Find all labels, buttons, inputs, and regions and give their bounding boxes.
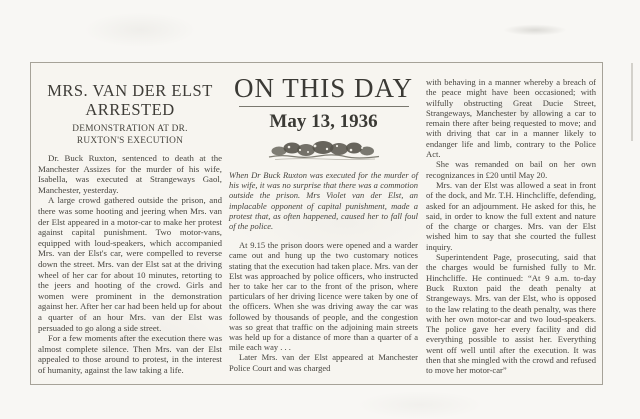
scan-artifact-line (631, 63, 633, 141)
masthead (229, 75, 418, 163)
right-paragraph-2: She was remanded on bail on her own recognizances in £20 until May 20. (426, 159, 596, 180)
center-column (229, 69, 418, 378)
center-paragraph-1: At 9.15 the prison doors were opened and a warder came out and hung up the two customary notices stating that the execution had taken place. Mrs. van der Elst was approached by police officers, who instructed her to take her car to the front of the prison, where particulars of her driving licence were taken by one of the officers. When she was driving away the car was followed by thousands of people, and the congestion was so great that traffic on the adjoining main streets was held up for a distance of more than a quarter of a mile each way . . . (229, 240, 418, 353)
article-subheadline: DEMONSTRATION AT DR. RUXTON'S EXECUTION (72, 123, 188, 147)
center-paragraph-2: Later Mrs. van der Elst appeared at Manchester Police Court and was charged (229, 352, 418, 373)
right-paragraph-1: with behaving in a manner whereby a breach of the peace might have been occasioned; with wilfully obstructing Great Ducie Street, Strangeways, Manchester by allowing a car to remain there after being requested to move; and with driving that car in a manner likely to endanger life and limb, contrary to the Police Act. (426, 77, 596, 160)
right-paragraph-3: Mrs. van der Elst was allowed a seat in front of the dock, and Mr. T.H. Hinchcliffe, defending, asked for an adjournment. He asked for this, he said, in order to know the full extent and nature of the charge or charges. Mrs. van der Elst wished him to say that she courted the fullest inquiry. (426, 179, 596, 252)
left-paragraph-1: Dr. Buck Ruxton, sentenced to death at the Manchester Assizes for the murder of his wife, Isabella, was executed at Strangeways Gaol, Manchester, yesterday. (38, 153, 222, 195)
left-paragraph-3: For a few moments after the execution there was almost complete silence. Then Mrs. van der Elst appealed to those around to protest, in the interest of humanity, against the law taking a life. (38, 333, 222, 375)
masthead-title: ON THIS DAY (233, 73, 414, 103)
masthead-rule (239, 106, 409, 107)
newspaper-clipping (30, 62, 603, 385)
center-intro-italic: When Dr Buck Ruxton was executed for the murder of his wife, it was no surprise that there was a commotion outside the prison. Mrs Violet van der Elst, an implacable opponent of capital punishment, made a protest that, as often happened, caused her to fall foul of the police. (229, 170, 418, 232)
right-paragraph-4: Superintendent Page, prosecuting, said that the charges would be furnished fully to Mr. Hinchcliffe. He continued: “At 9 a.m. to-day Buck Ruxton paid the death penalty at Strangeways. Mrs. van der Elst, who is opposed to the law relating to the death penalty, was there with her own motor-car and two loud-speakers. The police gave her every facility and did everything possible to assist her. Everything went off well until after the execution. It was then that she mingled with the crowd and refused to move her motor-car” (426, 252, 596, 376)
right-column (426, 69, 596, 378)
left-paragraph-2: A large crowd gathered outside the prison, and there was some hooting and jeering when Mrs. van der Elst appeared in a motor-car to make her protest against capital punishment. Two motor-vans, equipped with loud-speakers, which accompanied Mrs. van der Elst's car, were compelled to reverse down the street. Mrs. van der Elst sat at the driving wheel of her car for about 10 minutes, retorting to the jeers and hooting of the crowd. Girls and women were prominent in the demonstration against her. After her car had been held up for about a quarter of an hour Mrs. van der Elst was persuaded to go along a side street. (38, 195, 222, 333)
crowd-engraving-ornament-icon (267, 138, 381, 163)
masthead-date: May 13, 1936 (269, 111, 378, 132)
article-headline: MRS. VAN DER ELST ARRESTED (47, 81, 213, 120)
left-column (38, 69, 222, 378)
